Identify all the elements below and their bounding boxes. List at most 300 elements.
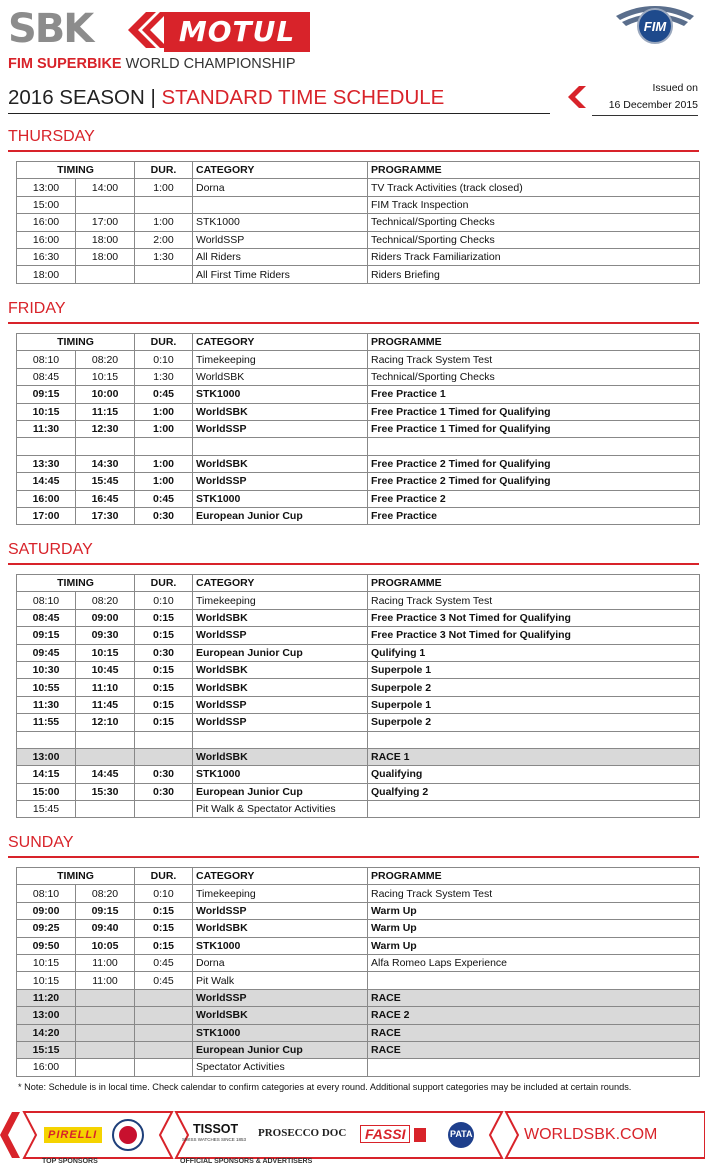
end-time-cell: 11:00: [76, 954, 135, 971]
duration-cell: [135, 1059, 193, 1076]
table-row: [17, 473, 700, 490]
category-cell: Pit Walk & Spectator Activities: [193, 801, 368, 818]
table-row: [17, 368, 700, 385]
category-cell: STK1000: [193, 937, 368, 954]
timing-header: TIMING: [17, 162, 135, 179]
category-cell: European Junior Cup: [193, 783, 368, 800]
programme-cell: [368, 438, 700, 455]
table-row: [17, 179, 700, 196]
title-schedule: STANDARD TIME SCHEDULE: [161, 86, 445, 109]
start-time-cell: 09:25: [17, 920, 76, 937]
chevron-left-icon: [564, 84, 590, 110]
top-sponsors-label: TOP SPONSORS: [42, 1158, 98, 1165]
start-time-cell: 16:00: [17, 490, 76, 507]
programme-cell: Alfa Romeo Laps Experience: [368, 954, 700, 971]
programme-cell: Free Practice 2: [368, 490, 700, 507]
category-cell: WorldSBK: [193, 661, 368, 678]
end-time-cell: 14:45: [76, 766, 135, 783]
start-time-cell: 10:15: [17, 954, 76, 971]
schedule-table: [16, 574, 700, 818]
schedule-table: [16, 867, 700, 1077]
page-header: [0, 0, 705, 120]
programme-header: PROGRAMME: [368, 162, 700, 179]
end-time-cell: 18:00: [76, 248, 135, 265]
category-cell: WorldSSP: [193, 231, 368, 248]
prosecco-logo: PROSECCO DOC: [258, 1127, 347, 1139]
timing-header: TIMING: [17, 575, 135, 592]
fassi-logo: FASSI: [360, 1125, 410, 1143]
timing-header: TIMING: [17, 868, 135, 885]
category-cell: European Junior Cup: [193, 644, 368, 661]
tissot-tagline: SWISS WATCHES SINCE 1853: [182, 1137, 247, 1142]
table-header-row: [17, 868, 700, 885]
duration-cell: 1:00: [135, 455, 193, 472]
table-row: [17, 1007, 700, 1024]
category-cell: STK1000: [193, 490, 368, 507]
category-cell: WorldSBK: [193, 403, 368, 420]
category-cell: [193, 731, 368, 748]
table-row: [17, 214, 700, 231]
programme-cell: Free Practice 2 Timed for Qualifying: [368, 473, 700, 490]
duration-cell: 0:15: [135, 902, 193, 919]
official-sponsors-label: OFFICIAL SPONSORS & ADVERTISERS: [180, 1158, 313, 1165]
fim-logo-icon: [614, 2, 696, 46]
start-time-cell: 14:15: [17, 766, 76, 783]
table-row: [17, 196, 700, 213]
start-time-cell: 17:00: [17, 507, 76, 524]
category-cell: Pit Walk: [193, 972, 368, 989]
category-cell: WorldSBK: [193, 1007, 368, 1024]
end-time-cell: [76, 1041, 135, 1058]
table-row: [17, 679, 700, 696]
duration-cell: 0:45: [135, 954, 193, 971]
programme-cell: RACE 1: [368, 748, 700, 765]
category-cell: STK1000: [193, 766, 368, 783]
end-time-cell: [76, 801, 135, 818]
programme-cell: FIM Track Inspection: [368, 196, 700, 213]
start-time-cell: 08:10: [17, 592, 76, 609]
programme-cell: Superpole 1: [368, 661, 700, 678]
day-title: THURSDAY: [8, 128, 95, 145]
programme-cell: TV Track Activities (track closed): [368, 179, 700, 196]
table-row: [17, 248, 700, 265]
table-row: [17, 1041, 700, 1058]
category-cell: WorldSBK: [193, 920, 368, 937]
table-row: [17, 386, 700, 403]
duration-cell: 1:00: [135, 403, 193, 420]
programme-cell: [368, 972, 700, 989]
programme-cell: [368, 731, 700, 748]
duration-cell: [135, 1007, 193, 1024]
end-time-cell: [76, 1059, 135, 1076]
end-time-cell: [76, 1024, 135, 1041]
duration-cell: [135, 801, 193, 818]
duration-cell: [135, 196, 193, 213]
programme-cell: Free Practice 3 Not Timed for Qualifying: [368, 609, 700, 626]
sbk-motul-logo: [8, 6, 308, 76]
start-time-cell: 10:15: [17, 972, 76, 989]
table-row: [17, 403, 700, 420]
duration-cell: 1:00: [135, 179, 193, 196]
category-cell: WorldSBK: [193, 748, 368, 765]
programme-cell: Warm Up: [368, 937, 700, 954]
end-time-cell: 17:00: [76, 214, 135, 231]
end-time-cell: 16:45: [76, 490, 135, 507]
end-time-cell: 17:30: [76, 507, 135, 524]
programme-cell: Free Practice 3 Not Timed for Qualifying: [368, 627, 700, 644]
duration-header: DUR.: [135, 162, 193, 179]
start-time-cell: 14:45: [17, 473, 76, 490]
duration-cell: 0:15: [135, 627, 193, 644]
table-row: [17, 954, 700, 971]
programme-cell: RACE 2: [368, 1007, 700, 1024]
end-time-cell: [76, 196, 135, 213]
table-header-row: [17, 575, 700, 592]
end-time-cell: 10:15: [76, 644, 135, 661]
duration-header: DUR.: [135, 575, 193, 592]
day-divider: [8, 322, 699, 324]
subtitle-dark: WORLD CHAMPIONSHIP: [121, 56, 296, 72]
end-time-cell: [76, 266, 135, 283]
table-row: [17, 696, 700, 713]
category-cell: Dorna: [193, 954, 368, 971]
duration-cell: 0:30: [135, 766, 193, 783]
programme-cell: Warm Up: [368, 902, 700, 919]
programme-cell: Superpole 2: [368, 714, 700, 731]
start-time-cell: 08:45: [17, 368, 76, 385]
sponsor-footer: [0, 1104, 705, 1168]
day-title: SUNDAY: [8, 834, 74, 851]
programme-cell: Riders Track Familiarization: [368, 248, 700, 265]
issued-label: Issued on: [652, 82, 698, 94]
duration-cell: 0:15: [135, 661, 193, 678]
start-time-cell: 16:30: [17, 248, 76, 265]
table-row: [17, 783, 700, 800]
tissot-logo: TISSOT: [193, 1122, 239, 1136]
category-cell: WorldSSP: [193, 473, 368, 490]
table-header-row: [17, 334, 700, 351]
start-time-cell: 09:50: [17, 937, 76, 954]
day-divider: [8, 563, 699, 565]
duration-cell: 1:00: [135, 214, 193, 231]
programme-cell: Qulifying 1: [368, 644, 700, 661]
table-header-row: [17, 162, 700, 179]
table-row: [17, 420, 700, 437]
category-cell: WorldSSP: [193, 627, 368, 644]
category-cell: STK1000: [193, 386, 368, 403]
programme-cell: Racing Track System Test: [368, 592, 700, 609]
start-time-cell: 15:00: [17, 783, 76, 800]
end-time-cell: 10:00: [76, 386, 135, 403]
table-row: [17, 714, 700, 731]
page-title: [8, 84, 550, 112]
start-time-cell: [17, 438, 76, 455]
programme-header: PROGRAMME: [368, 575, 700, 592]
duration-cell: [135, 266, 193, 283]
end-time-cell: 14:30: [76, 455, 135, 472]
category-cell: WorldSSP: [193, 902, 368, 919]
category-cell: WorldSSP: [193, 989, 368, 1006]
day-divider: [8, 856, 699, 858]
category-cell: Timekeeping: [193, 592, 368, 609]
end-time-cell: [76, 989, 135, 1006]
table-row: [17, 644, 700, 661]
logo-motul-text: MOTUL: [164, 12, 310, 52]
fim-logo-text: FIM: [643, 19, 667, 34]
category-cell: All Riders: [193, 248, 368, 265]
start-time-cell: 13:00: [17, 179, 76, 196]
duration-cell: [135, 731, 193, 748]
duration-cell: [135, 1024, 193, 1041]
end-time-cell: 10:45: [76, 661, 135, 678]
start-time-cell: [17, 731, 76, 748]
subtitle-red: FIM SUPERBIKE: [8, 56, 122, 72]
table-row: [17, 592, 700, 609]
start-time-cell: 16:00: [17, 231, 76, 248]
duration-cell: [135, 438, 193, 455]
end-time-cell: [76, 438, 135, 455]
category-cell: WorldSBK: [193, 679, 368, 696]
duration-cell: [135, 989, 193, 1006]
end-time-cell: 11:00: [76, 972, 135, 989]
issued-date: 16 December 2015: [592, 97, 698, 116]
programme-cell: [368, 1059, 700, 1076]
championship-subtitle: [8, 56, 296, 72]
end-time-cell: 10:15: [76, 368, 135, 385]
start-time-cell: 10:30: [17, 661, 76, 678]
table-row: [17, 902, 700, 919]
start-time-cell: 16:00: [17, 1059, 76, 1076]
duration-cell: 0:15: [135, 696, 193, 713]
table-row: [17, 351, 700, 368]
end-time-cell: 12:30: [76, 420, 135, 437]
duration-cell: 0:45: [135, 386, 193, 403]
table-row: [17, 507, 700, 524]
end-time-cell: 09:40: [76, 920, 135, 937]
start-time-cell: 15:15: [17, 1041, 76, 1058]
start-time-cell: 10:55: [17, 679, 76, 696]
category-cell: All First Time Riders: [193, 266, 368, 283]
start-time-cell: 09:15: [17, 386, 76, 403]
table-row: [17, 731, 700, 748]
start-time-cell: 13:30: [17, 455, 76, 472]
category-cell: [193, 438, 368, 455]
day-title: SATURDAY: [8, 541, 93, 558]
category-cell: European Junior Cup: [193, 507, 368, 524]
end-time-cell: 14:00: [76, 179, 135, 196]
programme-cell: Qualfying 2: [368, 783, 700, 800]
category-cell: Spectator Activities: [193, 1059, 368, 1076]
duration-cell: 1:30: [135, 368, 193, 385]
table-row: [17, 989, 700, 1006]
table-row: [17, 937, 700, 954]
programme-cell: Free Practice 1: [368, 386, 700, 403]
end-time-cell: [76, 1007, 135, 1024]
category-cell: Dorna: [193, 179, 368, 196]
programme-cell: RACE: [368, 1024, 700, 1041]
table-row: [17, 609, 700, 626]
issued-info: [592, 80, 698, 116]
end-time-cell: 18:00: [76, 231, 135, 248]
start-time-cell: 16:00: [17, 214, 76, 231]
end-time-cell: 09:00: [76, 609, 135, 626]
category-cell: [193, 196, 368, 213]
start-time-cell: 13:00: [17, 748, 76, 765]
category-header: CATEGORY: [193, 868, 368, 885]
end-time-cell: [76, 731, 135, 748]
end-time-cell: 11:15: [76, 403, 135, 420]
table-row: [17, 266, 700, 283]
start-time-cell: 11:55: [17, 714, 76, 731]
duration-header: DUR.: [135, 868, 193, 885]
programme-cell: Free Practice 1 Timed for Qualifying: [368, 403, 700, 420]
end-time-cell: 08:20: [76, 885, 135, 902]
duration-cell: 0:30: [135, 783, 193, 800]
start-time-cell: 15:00: [17, 196, 76, 213]
table-row: [17, 1059, 700, 1076]
programme-cell: Racing Track System Test: [368, 351, 700, 368]
pirelli-logo: PIRELLI: [48, 1129, 98, 1141]
duration-cell: 0:15: [135, 679, 193, 696]
table-row: [17, 455, 700, 472]
start-time-cell: 11:30: [17, 696, 76, 713]
duration-cell: 1:00: [135, 420, 193, 437]
logo-sbk-text: SBK: [8, 6, 93, 52]
programme-cell: Superpole 2: [368, 679, 700, 696]
table-row: [17, 661, 700, 678]
programme-cell: [368, 801, 700, 818]
programme-cell: Qualifying: [368, 766, 700, 783]
programme-cell: Superpole 1: [368, 696, 700, 713]
end-time-cell: [76, 748, 135, 765]
end-time-cell: 09:15: [76, 902, 135, 919]
pata-logo: PATA: [450, 1129, 473, 1139]
duration-cell: 2:00: [135, 231, 193, 248]
schedule-title-bar: [8, 84, 550, 114]
duration-cell: 0:45: [135, 972, 193, 989]
end-time-cell: 15:45: [76, 473, 135, 490]
duration-cell: 0:10: [135, 351, 193, 368]
table-row: [17, 801, 700, 818]
table-row: [17, 972, 700, 989]
category-cell: WorldSBK: [193, 455, 368, 472]
table-row: [17, 885, 700, 902]
duration-cell: 0:10: [135, 592, 193, 609]
start-time-cell: 08:10: [17, 885, 76, 902]
programme-cell: Free Practice 1 Timed for Qualifying: [368, 420, 700, 437]
start-time-cell: 10:15: [17, 403, 76, 420]
schedule-note: * Note: Schedule is in local time. Check calendar to confirm categories at every round. Additional support categories may be included at certain rounds.: [18, 1082, 632, 1092]
day-title: FRIDAY: [8, 300, 66, 317]
duration-cell: 1:00: [135, 473, 193, 490]
duration-cell: 0:15: [135, 714, 193, 731]
start-time-cell: 11:30: [17, 420, 76, 437]
programme-cell: Riders Briefing: [368, 266, 700, 283]
end-time-cell: 15:30: [76, 783, 135, 800]
end-time-cell: 08:20: [76, 592, 135, 609]
duration-cell: 1:30: [135, 248, 193, 265]
category-header: CATEGORY: [193, 162, 368, 179]
start-time-cell: 09:00: [17, 902, 76, 919]
programme-cell: Warm Up: [368, 920, 700, 937]
schedule-table: [16, 161, 700, 284]
duration-cell: 0:30: [135, 644, 193, 661]
start-time-cell: 11:20: [17, 989, 76, 1006]
programme-cell: Technical/Sporting Checks: [368, 214, 700, 231]
duration-cell: [135, 1041, 193, 1058]
programme-cell: RACE: [368, 1041, 700, 1058]
table-row: [17, 920, 700, 937]
timing-header: TIMING: [17, 334, 135, 351]
title-season: 2016 SEASON |: [8, 86, 162, 109]
logo-chevron-icon: [126, 10, 168, 50]
category-cell: WorldSSP: [193, 420, 368, 437]
category-cell: Timekeeping: [193, 885, 368, 902]
category-cell: European Junior Cup: [193, 1041, 368, 1058]
end-time-cell: 08:20: [76, 351, 135, 368]
programme-cell: Free Practice: [368, 507, 700, 524]
start-time-cell: 15:45: [17, 801, 76, 818]
duration-cell: 0:45: [135, 490, 193, 507]
start-time-cell: 08:10: [17, 351, 76, 368]
table-row: [17, 748, 700, 765]
table-row: [17, 766, 700, 783]
end-time-cell: 09:30: [76, 627, 135, 644]
programme-cell: Racing Track System Test: [368, 885, 700, 902]
category-cell: WorldSBK: [193, 609, 368, 626]
start-time-cell: 09:45: [17, 644, 76, 661]
programme-header: PROGRAMME: [368, 868, 700, 885]
duration-cell: 0:15: [135, 609, 193, 626]
start-time-cell: 14:20: [17, 1024, 76, 1041]
start-time-cell: 13:00: [17, 1007, 76, 1024]
duration-cell: 0:15: [135, 937, 193, 954]
programme-cell: RACE: [368, 989, 700, 1006]
programme-cell: Free Practice 2 Timed for Qualifying: [368, 455, 700, 472]
category-cell: WorldSBK: [193, 368, 368, 385]
start-time-cell: 08:45: [17, 609, 76, 626]
table-row: [17, 438, 700, 455]
table-row: [17, 627, 700, 644]
end-time-cell: 10:05: [76, 937, 135, 954]
end-time-cell: 11:10: [76, 679, 135, 696]
duration-cell: [135, 748, 193, 765]
category-cell: WorldSSP: [193, 714, 368, 731]
end-time-cell: 12:10: [76, 714, 135, 731]
programme-cell: Technical/Sporting Checks: [368, 231, 700, 248]
day-divider: [8, 150, 699, 152]
worldsbk-url: WORLDSBK.COM: [524, 1126, 658, 1143]
start-time-cell: 09:15: [17, 627, 76, 644]
category-header: CATEGORY: [193, 575, 368, 592]
programme-cell: Technical/Sporting Checks: [368, 368, 700, 385]
programme-header: PROGRAMME: [368, 334, 700, 351]
duration-cell: 0:15: [135, 920, 193, 937]
table-row: [17, 231, 700, 248]
end-time-cell: 11:45: [76, 696, 135, 713]
category-header: CATEGORY: [193, 334, 368, 351]
category-cell: STK1000: [193, 214, 368, 231]
start-time-cell: 18:00: [17, 266, 76, 283]
table-row: [17, 490, 700, 507]
schedule-table: [16, 333, 700, 525]
duration-cell: 0:30: [135, 507, 193, 524]
table-row: [17, 1024, 700, 1041]
duration-header: DUR.: [135, 334, 193, 351]
category-cell: Timekeeping: [193, 351, 368, 368]
category-cell: WorldSSP: [193, 696, 368, 713]
category-cell: STK1000: [193, 1024, 368, 1041]
